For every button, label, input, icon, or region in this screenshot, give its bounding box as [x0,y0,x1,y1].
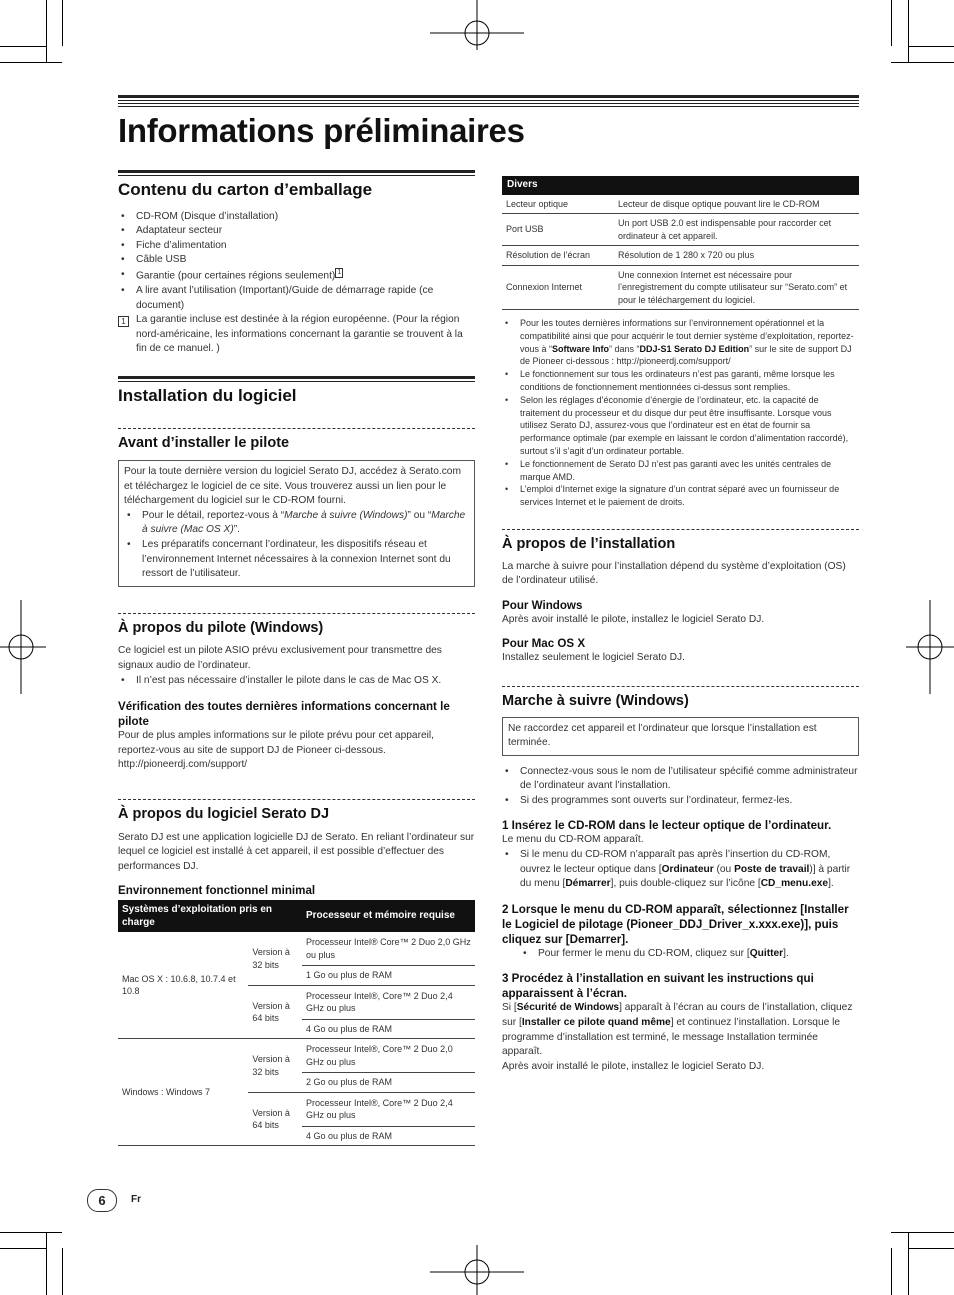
page-title: Informations préliminaires [118,112,525,149]
step-title: 2 Lorsque le menu du CD-ROM apparaît, sélectionnez [Installer le Logiciel de pilotage (Pioneer_DDJ_Driver_x.xxx.exe)], puis cliquez sur [Demarrer]. [502,902,849,946]
table-header: Processeur et mémoire requise [306,910,455,922]
registration-mark-right [906,600,954,694]
table-cell: Résolution de 1 280 x 720 ou plus [614,246,859,266]
list-item [118,268,475,284]
subsection-title-installation: À propos de l’installation [502,535,676,552]
table-cell: Processeur Intel®, Core™ 2 Duo 2,4 GHz ou plus [302,1092,475,1126]
title-rule [118,95,859,107]
table-row [118,932,475,966]
table-cell: 2 Go ou plus de RAM [302,1073,475,1093]
table-row [502,265,859,310]
list-item: • CD-ROM (Disque d’installation) [118,210,475,225]
section-title-installation: Installation du logiciel [118,385,297,405]
list-item: • Connectez-vous sous le nom de l’utilisateur spécifié comme administrateur de l’ordinateur avant l’installation. [502,765,859,794]
table-header: Systèmes d’exploitation pris en charge [122,904,273,929]
list-item: • Le fonctionnement de Serato DJ n’est pas garanti avec les unités centrales de marque AMD. [502,458,859,484]
text: ], puis double-cliquez sur l’icône [ [610,878,761,890]
list-item: • Selon les réglages d’économie d’énergie de l’ordinateur, etc. la capacité de traitement du processeur et du disque dur peut être insuffisante. Lorsque vous utilisez Serato DJ, assurez-vous que l’ordinateur est en état de fournir sa performance optimale (par exemple en laissant le cordon d’alimentation raccordé), surtout s’il s’agit d’un ordinateur portable. [502,394,859,458]
list-item: • L’emploi d’Internet exige la signature d’un contrat séparé avec un fournisseur de services Internet et le paiement de droits. [502,483,859,509]
list-item [124,509,469,538]
bullet-list [502,848,859,892]
registration-mark-top [430,0,524,50]
table-row [502,195,859,214]
list-item: • A lire avant l’utilisation (Important)/Guide de démarrage rapide (ce document) [118,284,475,313]
info-list [124,509,469,582]
table-cell: 1 Go ou plus de RAM [302,966,475,986]
paragraph: Ce logiciel est un pilote ASIO prévu exclusivement pour transmettre des signaux audio de l’ordinateur. [118,645,442,672]
footnote-marker: 1 [337,268,342,276]
table-cell: Version à 64 bits [248,985,302,1039]
text: Sécurité de Windows [516,1002,620,1014]
table-cell: Résolution de l’écran [502,246,614,266]
list-item: • Le fonctionnement sur tous les ordinateurs n’est pas garanti, même lorsque les conditions de fonctionnement mentionnées ci-dessus sont remplies. [502,368,859,394]
subsection-title-pilote: À propos du pilote (Windows) [118,619,324,636]
sub-heading: Pour Mac OS X [502,637,586,651]
table-cell: Processeur Intel® Core™ 2 Duo 2,0 GHz ou plus [302,932,475,966]
language-code: Fr [131,1194,141,1205]
paragraph: Après avoir installé le pilote, installez le logiciel Serato DJ. [502,613,765,625]
link-text: Marche à suivre (Windows) [284,509,408,521]
footnote-marker: 1 [118,316,129,327]
paragraph: Le menu du CD-ROM apparaît. [502,834,644,846]
table-row [502,246,859,266]
subsection-rule [118,428,475,429]
list-item [502,317,859,368]
requirements-table [118,900,475,1146]
text: Ordinateur [661,863,714,875]
table-cell: Lecteur optique [502,195,614,214]
text: Pour fermer le menu du CD-ROM, cliquez sur [ [538,947,750,959]
subsection-title-marche: Marche à suivre (Windows) [502,692,689,709]
table-cell: Version à 32 bits [248,932,302,985]
text: ” dans “ [609,343,640,354]
list-item: • Il n’est pas nécessaire d’installer le pilote dans le cas de Mac OS X. [118,674,475,689]
footnote [118,313,475,357]
list-item: • Si des programmes sont ouverts sur l’ordinateur, fermez-les. [502,794,859,809]
list-item: • Fiche d’alimentation [118,239,475,254]
list-item [520,947,859,962]
section-title-contenu: Contenu du carton d’emballage [118,180,373,199]
text: ] apparaît à l’écran au cours de l’installation, cliquez sur [ [502,1002,853,1029]
bullet-list [502,765,859,809]
table-header-row [502,176,859,195]
section-rule [118,170,475,176]
package-list [118,210,475,314]
paragraph: Pour de plus amples informations sur le pilote prévu pour cet appareil, reportez-vous au site de support DJ de Pioneer ci-dessous. [118,730,434,756]
text: Pour le détail, reportez-vous à “ [142,509,285,521]
list-item: • Câble USB [118,253,475,268]
subsection-title-serato: À propos du logiciel Serato DJ [118,806,330,823]
text: ]. [828,878,834,890]
info-text: Pour la toute dernière version du logiciel Serato DJ, accédez à Serato.com et téléchargez le logiciel de ce site. Vous trouverez aussi un lien pour le téléchargement du logiciel sur le CD-ROM fourni. [124,466,461,507]
table-cell: Processeur Intel®, Core™ 2 Duo 2,4 GHz ou plus [302,985,475,1019]
right-column [502,176,859,1074]
table-cell: Mac OS X : 10.6.8, 10.7.4 et 10.8 [118,932,248,1039]
link-text: Marche à suivre (Mac OS X) [142,509,466,536]
text: Installer ce pilote quand même [521,1017,671,1029]
table-row [502,214,859,246]
text: ” sur le site de support DJ de Pioneer ci-dessous : http://pioneerdj.com/support/ [520,343,852,367]
info-box [118,460,475,587]
bullet-list [118,674,475,689]
table-cell: Windows : Windows 7 [118,1039,248,1146]
paragraph: La marche à suivre pour l’installation dépend du système d’exploitation (OS) de l’ordinateur utilisé. [502,560,846,587]
bullet-list [502,947,859,962]
text: ] et continuez l’installation. Lorsque le programme d’installation est terminé, le message Installation terminée apparaît. [502,1017,841,1058]
text: ”. [233,524,240,536]
text: Poste de travail [734,863,810,875]
paragraph: Serato DJ est une application logicielle DJ de Serato. En reliant l’ordinateur sur lequel ce logiciel est installé à cet appareil, il est possible d’effectuer des performances DJ. [118,831,475,872]
page-number-badge: 6 [87,1189,117,1212]
text: DDJ-S1 Serato DJ Edition [639,343,750,354]
table-header-row [118,900,475,932]
table-cell: Lecteur de disque optique pouvant lire le CD-ROM [614,195,859,214]
registration-mark-bottom [430,1245,524,1295]
text: )] à partir du menu [ [520,863,851,890]
text: (ou [713,863,735,875]
section-rule [118,376,475,382]
table-cell: 4 Go ou plus de RAM [302,1126,475,1146]
text: Démarrer [565,878,611,890]
step-title: 1 Insérez le CD-ROM dans le lecteur optique de l’ordinateur. [502,819,832,833]
list-item [502,848,859,892]
table-cell: Connexion Internet [502,265,614,310]
support-url: http://pioneerdj.com/support/ [118,759,248,771]
sub-heading: Vérification des toutes dernières informations concernant le pilote [118,700,450,729]
table-cell: Un port USB 2.0 est indispensable pour raccorder cet ordinateur à cet appareil. [614,214,859,246]
table-cell: 4 Go ou plus de RAM [302,1019,475,1039]
text: Pour les toutes dernières informations sur l’environnement opérationnel et la compatibilité ainsi que pour acquérir le tout dernier système d’exploitation, reportez-vous à “ [520,318,854,354]
table-cell: Une connexion Internet est nécessaire pour l’enregistrement du compte utilisateur sur “Serato.com” et pour le téléchargement du logiciel. [614,265,859,310]
subsection-title-avant: Avant d’installer le pilote [118,434,290,451]
table-row [118,1039,475,1073]
left-column [118,170,475,1146]
subsection-rule [502,686,859,687]
paragraph [502,1001,859,1059]
list-item: • Les préparatifs concernant l’ordinateur, les dispositifs réseau et l’environnement Internet nécessaires à la connexion Internet sont du ressort de l’utilisateur. [124,538,469,582]
footnote-text: La garantie incluse est destinée à la région européenne. (Pour la région nord-américaine, les informations concernant la garantie se trouvent à la fin de ce manuel. ) [136,314,463,355]
text: ]. [783,947,789,959]
notes-list [502,317,859,509]
paragraph: Installez seulement le logiciel Serato DJ. [502,652,685,664]
list-item: • Adaptateur secteur [118,224,475,239]
subsection-rule [118,799,475,800]
table-cell: Version à 32 bits [248,1039,302,1093]
step-title: 3 Procédez à l’installation en suivant les instructions qui apparaissent à l’écran. [502,972,814,1001]
subsection-rule [118,613,475,614]
table-header: Divers [502,176,859,195]
warning-box: Ne raccordez cet appareil et l’ordinateur que lorsque l’installation est terminée. [502,717,859,756]
table-cell: Version à 64 bits [248,1092,302,1146]
table-cell: Processeur Intel®, Core™ 2 Duo 2,0 GHz ou plus [302,1039,475,1073]
sub-heading: Environnement fonctionnel minimal [118,884,316,898]
text: CD_menu.exe [760,878,829,890]
text: ” ou “ [407,509,432,521]
text: Si [ [502,1002,517,1014]
sub-heading: Pour Windows [502,598,583,612]
text: Quitter [749,947,784,959]
text: Si le menu du CD-ROM n’apparaît pas après l’insertion du CD-ROM, ouvrez le lecteur optique dans [ [520,849,831,875]
table-cell: Port USB [502,214,614,246]
divers-table [502,176,859,310]
subsection-rule [502,529,859,530]
paragraph: Après avoir installé le pilote, installez le logiciel Serato DJ. [502,1060,765,1072]
text: Software Info [552,343,610,354]
registration-mark-left [0,600,46,694]
list-item-text: Garantie (pour certaines régions seulement) [136,270,336,282]
